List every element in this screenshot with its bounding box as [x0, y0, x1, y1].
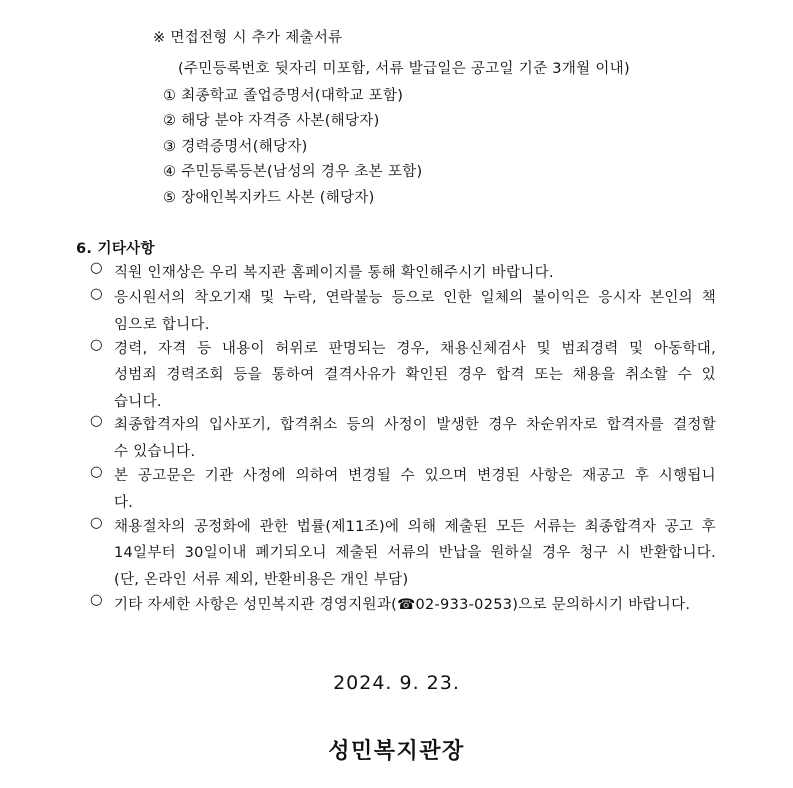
circle-bullet-icon: ○: [90, 592, 103, 608]
circle-bullet-icon: ○: [90, 413, 103, 429]
extra-docs-item: ⑤ 장애인복지카드 사본 (해당자): [163, 190, 375, 206]
bullet-line: 습니다.: [114, 394, 162, 410]
bullet-line: 응시원서의 착오기재 및 누락, 연락불능 등으로 인한 일체의 불이익은 응시자 본인의 책: [114, 290, 716, 306]
bullet-line: 성범죄 경력조회 등을 통하여 결격사유가 확인된 경우 합격 또는 채용을 취소할 수 있: [114, 367, 716, 383]
circle-bullet-icon: ○: [90, 337, 103, 353]
extra-docs-item: ④ 주민등록등본(남성의 경우 초본 포함): [163, 164, 423, 180]
notice-date: 2024. 9. 23.: [333, 672, 460, 694]
bullet-line: 수 있습니다.: [114, 444, 196, 460]
section-title: 6. 기타사항: [76, 241, 155, 257]
bullet-line: 14일부터 30일이내 폐기되오니 제출된 서류의 반납을 원하실 경우 청구 시 반환합니다.: [114, 545, 716, 561]
bullet-line: 경력, 자격 등 내용이 허위로 판명되는 경우, 채용신체검사 및 범죄경력 및 아동학대,: [114, 341, 716, 357]
extra-docs-title: ※ 면접전형 시 추가 제출서류: [153, 30, 343, 46]
bullet-line: 채용절차의 공정화에 관한 법률(제11조)에 의해 제출된 모든 서류는 최종합격자 공고 후: [114, 519, 716, 535]
extra-docs-note: (주민등록번호 뒷자리 미포함, 서류 발급일은 공고일 기준 3개월 이내): [178, 61, 630, 77]
bullet-line: 본 공고문은 기관 사정에 의하여 변경될 수 있으며 변경된 사항은 재공고 후 시행됩니: [114, 468, 716, 484]
bullet-line: 최종합격자의 입사포기, 합격취소 등의 사정이 발생한 경우 차순위자로 합격자를 결정할: [114, 417, 716, 433]
bullet-line: 다.: [114, 495, 134, 511]
bullet-line: 기타 자세한 사항은 성민복지관 경영지원과(☎02-933-0253)으로 문의하시기 바랍니다.: [114, 597, 691, 613]
extra-docs-item: ③ 경력증명서(해당자): [163, 139, 308, 155]
extra-docs-item: ② 해당 분야 자격증 사본(해당자): [163, 113, 380, 129]
circle-bullet-icon: ○: [90, 515, 103, 531]
bullet-line: 임으로 합니다.: [114, 317, 210, 333]
circle-bullet-icon: ○: [90, 286, 103, 302]
issuing-organization: 성민복지관장: [328, 739, 465, 764]
bullet-line: 직원 인재상은 우리 복지관 홈페이지를 통해 확인해주시기 바랍니다.: [114, 265, 554, 281]
bullet-line: (단, 온라인 서류 제외, 반환비용은 개인 부담): [114, 572, 409, 588]
extra-docs-item: ① 최종학교 졸업증명서(대학교 포함): [163, 88, 404, 104]
circle-bullet-icon: ○: [90, 464, 103, 480]
circle-bullet-icon: ○: [90, 260, 103, 276]
